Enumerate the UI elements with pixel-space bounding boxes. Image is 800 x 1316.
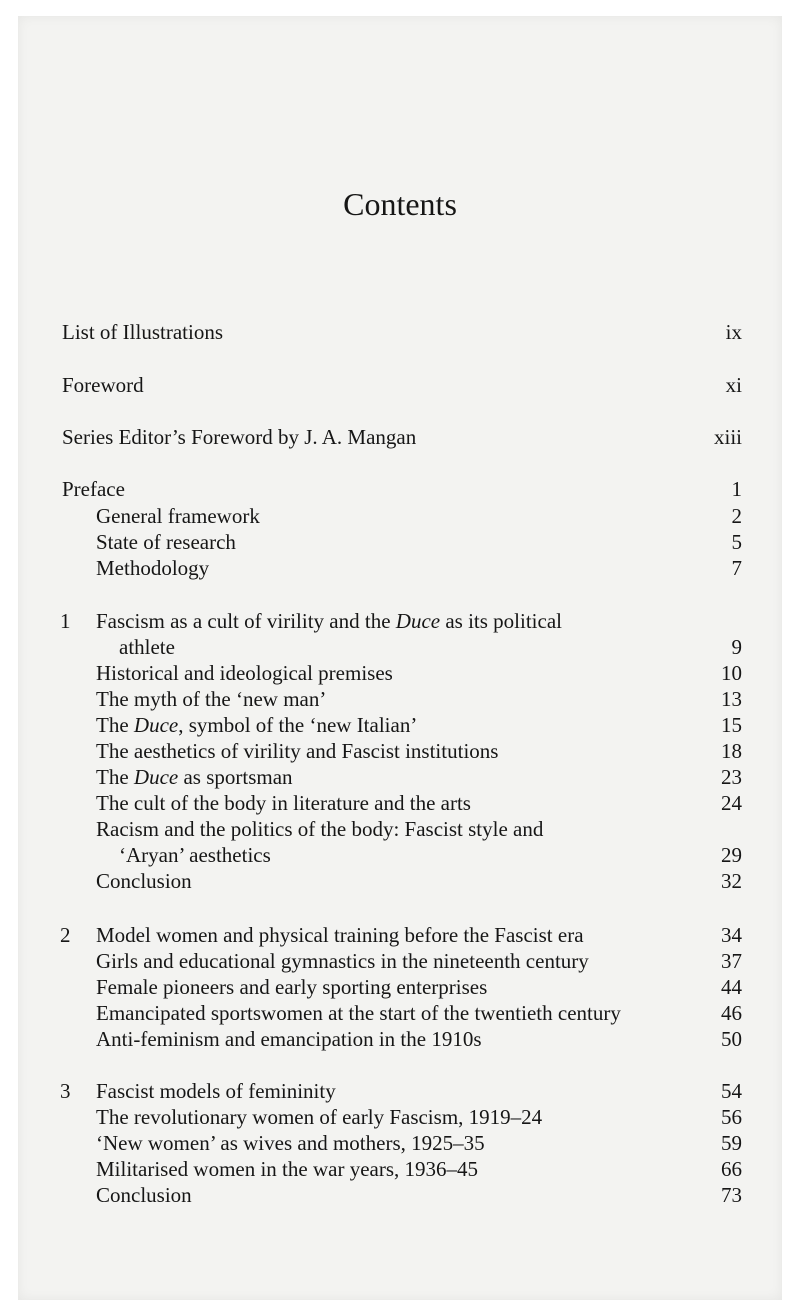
toc-entry-title: Anti-feminism and emancipation in the 1910s [96,1027,482,1051]
toc-entry-title: Fascist models of femininity [96,1079,336,1103]
toc-subentry [0,1156,800,1182]
toc-entry-title: Conclusion [96,869,192,893]
toc-entry-title: Preface [62,477,125,501]
toc-subentry [0,529,800,555]
toc-entry-page: 73 [721,1183,742,1207]
toc-subentry [0,503,800,529]
toc-entry-page: 29 [721,843,742,867]
toc-entry-page: 59 [721,1131,742,1155]
toc-entry-title: ‘New women’ as wives and mothers, 1925–35 [96,1131,485,1155]
toc-entry-page: 13 [721,687,742,711]
toc-subentry [0,738,800,764]
toc-entry-title: athlete [119,635,175,659]
toc-subentry [0,1104,800,1130]
toc-entry-title: The myth of the ‘new man’ [96,687,327,711]
toc-entry-page: 24 [721,791,742,815]
toc-entry-page: 23 [721,765,742,789]
toc-subentry [0,686,800,712]
toc-entry-title: The Duce, symbol of the ‘new Italian’ [96,713,418,737]
toc-chapter-entry [0,1078,800,1104]
toc-subentry [0,790,800,816]
toc-entry [0,424,800,450]
toc-entry-page: 18 [721,739,742,763]
toc-subentry [0,660,800,686]
toc-entry-title: Emancipated sportswomen at the start of the twentieth century [96,1001,621,1025]
toc-entry-title: State of research [96,530,236,554]
toc-subentry [0,948,800,974]
toc-entry-title: General framework [96,504,260,528]
toc-entry-title: Historical and ideological premises [96,661,393,685]
toc-entry-title: Fascism as a cult of virility and the Duce as its political [96,609,562,633]
toc-entry-page: 44 [721,975,742,999]
toc-entry-title: Methodology [96,556,210,580]
toc-entry [0,476,800,502]
toc-entry-title: The aesthetics of virility and Fascist institutions [96,739,499,763]
toc-subentry [0,764,800,790]
toc-entry-title: ‘Aryan’ aesthetics [119,843,271,867]
toc-subentry [0,1000,800,1026]
toc-subentry [0,712,800,738]
toc-entry-page: 66 [721,1157,742,1181]
toc-entry-page: 34 [721,923,742,947]
toc-entry-page: 1 [731,477,742,501]
toc-entry-title: Foreword [62,373,144,397]
toc-entry-title: Racism and the politics of the body: Fascist style and [96,817,544,841]
chapter-number: 3 [60,1079,71,1103]
toc-entry-page: 54 [721,1079,742,1103]
toc-entry-title: Girls and educational gymnastics in the nineteenth century [96,949,589,973]
toc-entry-title: The cult of the body in literature and the arts [96,791,471,815]
toc-entry-title: The revolutionary women of early Fascism, 1919–24 [96,1105,543,1129]
toc-entry-page: 32 [721,869,742,893]
toc-entry-title: Series Editor’s Foreword by J. A. Mangan [62,425,417,449]
toc-entry-page: 37 [721,949,742,973]
chapter-number: 1 [60,609,71,633]
toc-entry [0,319,800,345]
toc-entry-page: 9 [731,635,742,659]
toc-entry-page: 50 [721,1027,742,1051]
toc-entry-title: The Duce as sportsman [96,765,293,789]
toc-subentry [0,816,800,842]
toc-subentry [0,1026,800,1052]
page-title: Contents [343,186,457,222]
toc-chapter-entry [0,922,800,948]
toc-entry-title: Conclusion [96,1183,192,1207]
toc-entry-title: List of Illustrations [62,320,223,344]
toc-entry-continuation [0,842,800,868]
chapter-number: 2 [60,923,71,947]
toc-entry-page: 2 [731,504,742,528]
toc-entry-page: ix [725,320,742,344]
toc-subentry [0,555,800,581]
toc-subentry [0,974,800,1000]
toc-entry-page: 5 [731,530,742,554]
toc-subentry [0,1130,800,1156]
toc-subentry [0,1182,800,1208]
toc-subentry [0,868,800,894]
toc-entry [0,372,800,398]
toc-entry-page: 10 [721,661,742,685]
toc-chapter-entry [0,608,800,634]
toc-entry-title: Militarised women in the war years, 1936–45 [96,1157,478,1181]
toc-entry-page: 56 [721,1105,742,1129]
toc-entry-title: Model women and physical training before the Fascist era [96,923,584,947]
toc-entry-page: xi [725,373,742,397]
toc-entry-continuation [0,634,800,660]
toc-entry-page: xiii [713,425,742,449]
toc-entry-page: 7 [731,556,742,580]
toc-entry-title: Female pioneers and early sporting enterprises [96,975,488,999]
toc-entry-page: 15 [721,713,742,737]
toc-entry-page: 46 [721,1001,742,1025]
